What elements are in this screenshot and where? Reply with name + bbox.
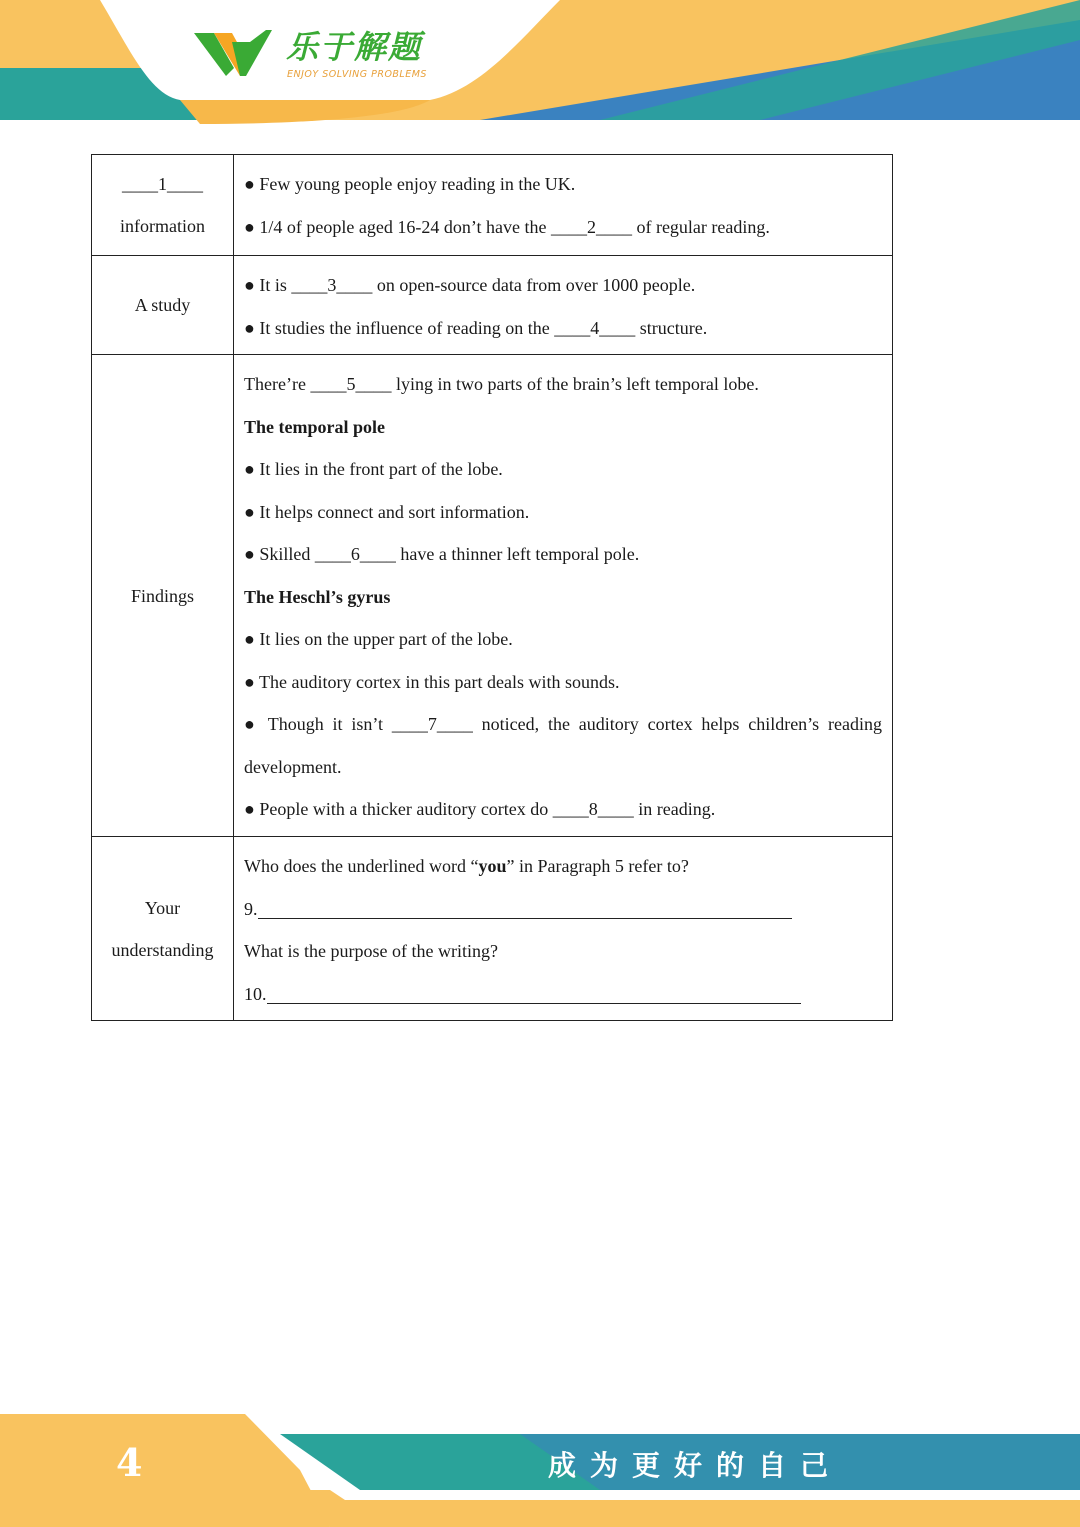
row-content: [234, 355, 893, 837]
brand-tagline: ENJOY SOLVING PROBLEMS: [287, 69, 427, 80]
row-label: [92, 256, 234, 355]
page-number: 4: [116, 1440, 143, 1485]
content-line: ● It lies in the front part of the lobe.: [244, 459, 503, 479]
label-text: Your: [144, 897, 181, 918]
question-10: What is the purpose of the writing?: [244, 941, 498, 961]
label-text: understanding: [111, 939, 214, 960]
content-line: development.: [244, 756, 342, 777]
row-label: [92, 837, 234, 1021]
row-label: [92, 355, 234, 837]
content-line: ● It lies on the upper part of the lobe.: [244, 629, 513, 649]
answer-blank: [267, 983, 801, 1004]
question-9: Who does the underlined word “you” in Paragraph 5 refer to?: [244, 856, 689, 876]
underlined-word: you: [478, 856, 507, 876]
blank-1: ____1____: [122, 174, 203, 194]
content-line: There’re ____5____ lying in two parts of the brain’s left temporal lobe.: [244, 374, 759, 394]
content-line: ● Skilled ____6____ have a thinner left temporal pole.: [244, 544, 640, 564]
answer-line-9: 9.: [244, 888, 882, 931]
answer-line-10: 10.: [244, 973, 882, 1016]
content-line: ● The auditory cortex in this part deals with sounds.: [244, 671, 620, 692]
label-text: Findings: [130, 585, 195, 606]
answer-blank: [258, 898, 792, 919]
label-text: A study: [134, 295, 191, 315]
content-line: ● People with a thicker auditory cortex do ____8____ in reading.: [244, 799, 716, 819]
row-content: [234, 256, 893, 355]
row-label: [92, 155, 234, 256]
content-line: ● It is ____3____ on open-source data from over 1000 people.: [244, 275, 696, 295]
row-content: [234, 837, 893, 1021]
row-content: [234, 155, 893, 256]
content-line: ● Though it isn’t ____7____ noticed, the auditory cortex helps children’s reading: [244, 714, 882, 734]
table-row: [92, 256, 893, 355]
table-row: [92, 837, 893, 1021]
content-line: ● It studies the influence of reading on the ____4____ structure.: [244, 317, 708, 338]
subheading: The Heschl’s gyrus: [244, 586, 391, 607]
table-row: [92, 355, 893, 837]
content-line: ● 1/4 of people aged 16-24 don’t have the ____2____ of regular reading.: [244, 216, 770, 237]
content-line: ● Few young people enjoy reading in the UK.: [244, 174, 576, 194]
brand-name: 乐于解题: [286, 28, 423, 66]
footer-slogan: 成为更好的自己: [548, 1449, 843, 1482]
label-text: information: [120, 216, 205, 236]
worksheet-table: [91, 154, 893, 1021]
content-line: ● It helps connect and sort information.: [244, 501, 530, 522]
subheading: The temporal pole: [244, 416, 385, 437]
table-row: [92, 155, 893, 256]
